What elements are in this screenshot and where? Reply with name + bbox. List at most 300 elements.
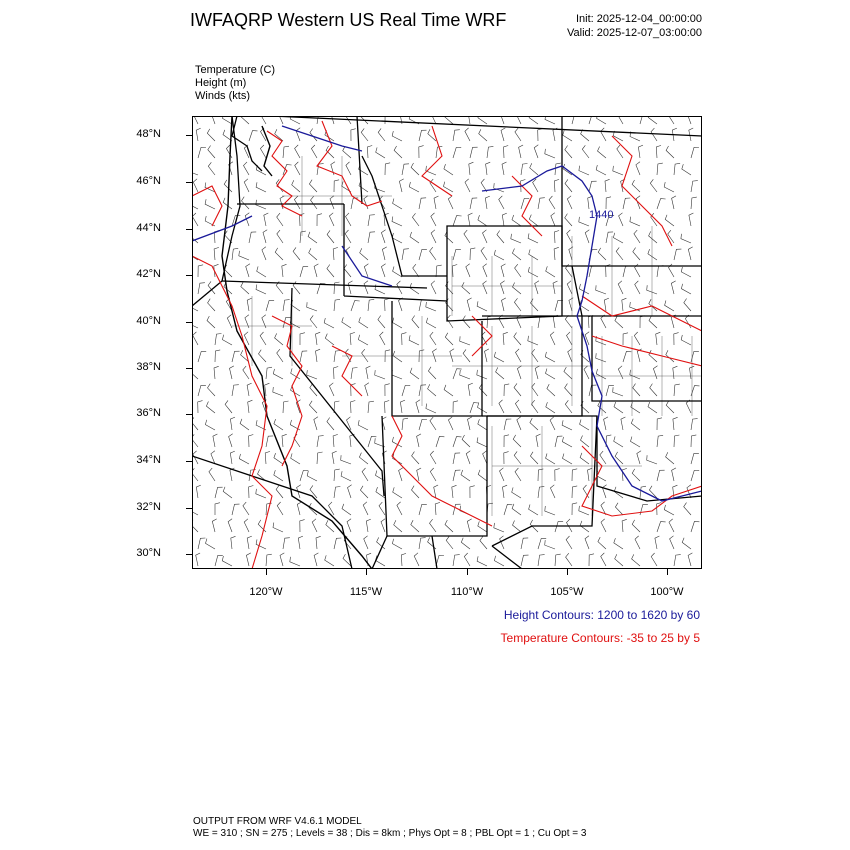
height-contour-label: 1440: [589, 209, 614, 221]
wind-barb: [535, 366, 539, 379]
wind-barb: [414, 553, 419, 566]
lon-tick: [467, 569, 468, 575]
wind-barb: [435, 502, 440, 515]
wind-barb: [300, 333, 305, 345]
wind-barb: [311, 196, 318, 209]
wind-barb: [554, 179, 559, 192]
wind-barb: [499, 196, 504, 209]
wind-barb: [602, 485, 606, 498]
wind-barb: [426, 318, 436, 328]
wind-barb: [334, 180, 339, 192]
wind-barb: [567, 230, 572, 243]
wind-barb: [504, 452, 509, 464]
wind-barb: [316, 332, 321, 345]
wind-barb: [399, 179, 403, 192]
wind-barb: [632, 554, 640, 566]
wind-barb: [409, 335, 419, 345]
wind-barb: [468, 383, 473, 396]
wind-barb: [192, 318, 198, 328]
wind-barb: [618, 366, 623, 379]
wind-barb: [486, 162, 491, 175]
wind-barb: [601, 519, 606, 532]
wind-barb: [244, 179, 249, 192]
wind-barb: [247, 298, 252, 311]
wind-barb: [402, 249, 409, 260]
lat-label-38n: 38°N: [136, 361, 161, 373]
wind-barb: [685, 315, 691, 328]
wind-barb: [504, 146, 509, 159]
wind-barb: [565, 384, 572, 396]
wind-barb: [208, 162, 215, 175]
wind-barb: [649, 231, 657, 243]
wind-barb: [393, 487, 402, 498]
wind-barb: [519, 145, 524, 158]
wind-barb: [649, 299, 657, 311]
wind-barb: [468, 116, 473, 124]
wind-barb: [419, 300, 426, 311]
map-svg: [192, 116, 702, 569]
wind-barb: [436, 437, 444, 448]
wind-barb: [265, 383, 270, 396]
wind-barb: [503, 485, 508, 498]
wind-barb: [430, 417, 436, 430]
wind-barb: [368, 299, 374, 311]
wind-barb: [399, 298, 403, 311]
wind-barb: [580, 420, 589, 431]
wind-barb: [553, 315, 558, 328]
wind-barb: [657, 163, 663, 175]
wind-barb: [450, 349, 454, 362]
wind-barb: [358, 335, 368, 345]
wind-barb: [631, 419, 640, 430]
wind-barb: [307, 471, 317, 481]
wind-barb: [334, 351, 341, 363]
wind-barb: [521, 164, 528, 176]
wind-barb: [550, 417, 555, 430]
wind-barb: [674, 249, 681, 260]
wind-barb: [461, 470, 470, 481]
wind-barb: [410, 368, 419, 379]
wind-barb: [618, 281, 623, 294]
wind-barb: [324, 318, 334, 328]
wind-barb: [417, 434, 421, 447]
wind-barb: [274, 453, 283, 464]
wind-barb: [515, 264, 521, 277]
wind-barb: [314, 264, 318, 277]
lat-tick: [186, 414, 192, 415]
wind-barb: [546, 402, 555, 413]
wind-barb: [445, 333, 453, 345]
wind-barb: [215, 334, 222, 346]
wind-barb: [360, 248, 368, 260]
wind-barb: [568, 349, 572, 362]
wind-barb: [637, 451, 641, 464]
init-time: Init: 2025-12-04_00:00:00: [576, 13, 702, 25]
wind-barb: [445, 231, 453, 243]
lat-tick: [186, 182, 192, 183]
wind-barb: [277, 213, 283, 226]
map-panel: [192, 116, 702, 569]
wind-barb: [310, 129, 317, 142]
field-label-height: Height (m): [195, 77, 247, 89]
wind-barb: [545, 506, 555, 515]
wind-barb: [430, 451, 436, 464]
wind-barb: [282, 434, 287, 447]
wind-barb: [545, 149, 555, 158]
wind-barb: [334, 282, 340, 294]
wind-barb: [246, 264, 250, 277]
wind-barb: [334, 367, 339, 380]
lon-tick: [366, 569, 367, 575]
wind-barb: [256, 285, 266, 295]
wind-barb: [192, 213, 198, 226]
wind-barb: [649, 350, 657, 362]
wind-barb: [417, 468, 421, 481]
wind-barb: [368, 401, 374, 413]
wind-barb: [453, 437, 462, 447]
wind-barb: [419, 130, 427, 141]
wind-barb: [596, 369, 606, 379]
wind-barb: [657, 435, 663, 447]
wind-barb: [567, 196, 572, 209]
wind-barb: [515, 400, 521, 413]
wind-barb: [514, 298, 521, 311]
wind-barb: [635, 281, 640, 294]
wind-barb: [291, 453, 300, 464]
wind-barb: [477, 301, 487, 311]
wind-barb: [363, 502, 368, 515]
wind-barb: [259, 350, 267, 362]
wind-barb: [565, 179, 572, 192]
wind-barb: [426, 302, 436, 311]
wind-barb: [553, 281, 558, 294]
wind-barb: [392, 370, 402, 379]
wind-barb: [604, 417, 608, 430]
wind-barb: [640, 504, 648, 515]
wind-barb: [494, 556, 504, 566]
wind-barb: [379, 502, 385, 515]
wind-barb: [448, 417, 453, 430]
wind-barb: [402, 164, 409, 175]
wind-barb: [434, 196, 439, 209]
wind-barb: [411, 520, 419, 532]
wind-barb: [596, 471, 606, 481]
wind-barb: [669, 519, 674, 532]
wind-barb: [588, 468, 593, 481]
wind-barb: [567, 332, 573, 345]
wind-barb: [529, 505, 538, 516]
wind-barb: [277, 349, 283, 362]
wind-barb: [257, 266, 266, 277]
wind-barb: [496, 367, 504, 379]
wind-barb: [487, 146, 493, 158]
wind-barb: [314, 553, 318, 566]
wind-barb: [546, 369, 556, 379]
wind-barb: [277, 230, 283, 243]
wind-barb: [241, 116, 249, 124]
wind-barb: [249, 435, 254, 448]
wind-barb: [344, 265, 351, 278]
wind-barb: [653, 366, 657, 379]
wind-barb: [465, 128, 470, 141]
lat-tick: [186, 275, 192, 276]
wind-barb: [535, 281, 539, 294]
wind-barb: [208, 146, 215, 159]
wind-barb: [413, 264, 419, 277]
wind-barb: [494, 183, 504, 192]
wind-barb: [672, 196, 676, 209]
wind-barb: [502, 213, 507, 226]
wind-barb: [283, 538, 290, 549]
wind-barb: [246, 553, 250, 566]
wind-barb: [681, 267, 691, 277]
lat-tick: [186, 229, 192, 230]
wind-barb: [394, 520, 402, 532]
wind-barb: [633, 248, 640, 260]
wind-barb: [521, 538, 528, 549]
field-label-temperature: Temperature (C): [195, 64, 276, 76]
wind-barb: [294, 196, 300, 209]
wind-barb: [538, 317, 545, 328]
wind-barb: [504, 384, 509, 396]
wind-barb: [530, 163, 538, 175]
wind-barb: [275, 333, 283, 345]
wind-barb: [478, 419, 487, 430]
wind-barb: [613, 166, 623, 175]
wind-barb: [208, 299, 215, 311]
wind-barb: [470, 486, 475, 498]
wind-barb: [478, 116, 487, 124]
wind-barb: [381, 519, 385, 532]
wind-barb: [292, 180, 300, 192]
wind-barb: [684, 503, 691, 515]
wind-barb: [674, 163, 680, 175]
wind-barb: [565, 146, 572, 159]
wind-barb: [193, 116, 198, 124]
wind-barb: [532, 400, 539, 413]
wind-barb: [674, 435, 679, 447]
wind-barb: [359, 453, 368, 464]
wind-barb: [364, 196, 368, 209]
wind-barb: [434, 485, 438, 498]
lat-label-44n: 44°N: [136, 222, 161, 234]
wind-barb: [445, 116, 453, 124]
wind-barb: [351, 401, 356, 414]
wind-barb: [400, 400, 405, 413]
wind-barb: [553, 128, 557, 141]
wind-barb: [361, 128, 368, 141]
wind-barb: [256, 489, 266, 498]
wind-barb: [687, 116, 691, 124]
wind-barb: [214, 247, 219, 260]
wind-barb: [478, 215, 487, 226]
wind-barb: [614, 538, 623, 549]
wind-barb: [651, 553, 657, 566]
wind-barb: [325, 334, 334, 345]
wind-barb: [516, 116, 521, 124]
wind-barb: [579, 166, 589, 175]
wind-barb: [460, 370, 470, 379]
wind-barb: [453, 148, 461, 159]
wind-barb: [691, 147, 699, 158]
wind-barb: [362, 349, 368, 362]
wind-barb: [266, 367, 272, 379]
wind-barb: [566, 536, 572, 549]
wind-barb: [500, 116, 504, 124]
wind-barb: [581, 436, 590, 448]
wind-barb: [532, 383, 538, 396]
wind-barb: [244, 332, 249, 345]
wind-barb: [665, 301, 674, 312]
wind-barb: [261, 116, 267, 124]
wind-barb: [222, 335, 232, 345]
wind-barb: [207, 129, 215, 141]
wind-barb: [616, 247, 623, 260]
wind-barb: [381, 230, 385, 243]
wind-barb: [689, 213, 694, 226]
wind-barb: [358, 420, 368, 430]
wind-barb: [247, 383, 252, 396]
wind-barb: [534, 145, 538, 158]
wind-barb: [329, 213, 334, 226]
wind-barb: [589, 266, 597, 277]
wind-barb: [512, 249, 521, 261]
wind-barb: [243, 502, 249, 515]
lon-label-110w: 110°W: [450, 586, 484, 598]
wind-barb: [530, 418, 538, 430]
wind-barb: [283, 300, 290, 311]
wind-barb: [365, 383, 369, 396]
wind-barb: [342, 317, 351, 328]
wind-barb: [209, 468, 215, 481]
wind-barb: [580, 453, 589, 464]
wind-barb: [213, 434, 218, 447]
wind-barb: [657, 418, 662, 430]
wind-barb: [223, 487, 232, 498]
wind-barb: [298, 536, 303, 549]
wind-barb: [596, 285, 606, 294]
wind-barb: [691, 522, 699, 533]
model-info-line1: OUTPUT FROM WRF V4.6.1 MODEL: [193, 816, 362, 827]
lat-tick: [186, 322, 192, 323]
wind-barb: [453, 249, 461, 260]
wind-barb: [412, 213, 419, 226]
wind-barb: [497, 231, 504, 244]
wind-barb: [260, 332, 266, 345]
wind-barb: [501, 281, 505, 294]
wind-barb: [585, 536, 589, 549]
wind-barb: [512, 487, 521, 498]
wind-barb: [277, 502, 283, 515]
wind-barb: [297, 502, 301, 515]
height-contour-legend: Height Contours: 1200 to 1620 by 60: [503, 608, 700, 622]
wind-barb: [656, 145, 661, 158]
wind-barb: [598, 537, 606, 549]
wind-barb: [419, 538, 426, 549]
wind-barb: [332, 451, 337, 464]
wind-barb: [192, 417, 198, 430]
lon-tick: [567, 569, 568, 575]
wind-barb: [409, 182, 419, 192]
wind-barb: [516, 349, 522, 362]
wind-barb: [614, 436, 623, 447]
wind-barb: [448, 196, 453, 209]
wind-barb: [193, 332, 198, 345]
wind-barb: [565, 214, 572, 226]
wind-barb: [428, 384, 436, 396]
wind-barb: [279, 116, 284, 124]
wind-barb: [262, 247, 266, 260]
wind-barb: [351, 368, 358, 380]
wind-barb: [265, 451, 270, 464]
wind-barb: [499, 400, 504, 413]
wind-barb: [400, 116, 405, 124]
wind-barb: [521, 555, 529, 566]
lat-label-34n: 34°N: [136, 454, 161, 466]
lon-label-100w: 100°W: [650, 586, 684, 598]
wind-barb: [402, 386, 410, 397]
wind-barb: [673, 366, 678, 379]
wind-barb: [517, 417, 521, 430]
wind-barb: [419, 198, 426, 209]
wind-barb: [477, 437, 487, 447]
wind-barb: [623, 333, 628, 345]
wind-barb: [483, 230, 488, 243]
wind-barb: [613, 387, 623, 396]
lat-tick: [186, 135, 192, 136]
wind-barb: [650, 384, 657, 396]
wind-barb: [334, 469, 340, 481]
wind-barb: [290, 557, 300, 566]
wind-barb: [198, 538, 205, 549]
wind-barb: [419, 419, 427, 430]
wind-barb: [668, 230, 674, 243]
wind-barb: [193, 179, 198, 192]
wind-barb: [214, 366, 219, 379]
wind-barb: [691, 471, 699, 482]
wind-barb: [554, 231, 559, 244]
wind-barb: [572, 486, 577, 498]
wind-barb: [359, 317, 368, 328]
wind-barb: [393, 318, 403, 328]
wind-barb: [512, 504, 521, 515]
wind-barb: [550, 485, 555, 498]
wind-barb: [483, 264, 487, 277]
wind-barb: [348, 281, 352, 294]
wind-barb: [462, 282, 470, 294]
wind-barb: [631, 437, 641, 447]
wind-barb: [341, 471, 351, 481]
wind-barb: [511, 234, 521, 243]
wind-barb: [538, 469, 543, 481]
wind-barb: [681, 284, 691, 294]
wind-barb: [239, 454, 249, 464]
wind-barb: [300, 231, 306, 243]
wind-barb: [567, 281, 572, 294]
wind-barb: [266, 301, 274, 312]
wind-barb: [430, 468, 436, 481]
wind-barb: [239, 251, 249, 260]
wind-barb: [621, 179, 626, 192]
lat-label-30n: 30°N: [136, 547, 161, 559]
wind-barb: [545, 352, 555, 362]
wind-barb: [282, 264, 287, 277]
wind-barb: [351, 129, 356, 141]
wind-barb: [673, 417, 678, 430]
wind-barb: [502, 298, 506, 311]
wind-barb: [623, 198, 630, 209]
wind-barb: [563, 130, 572, 141]
